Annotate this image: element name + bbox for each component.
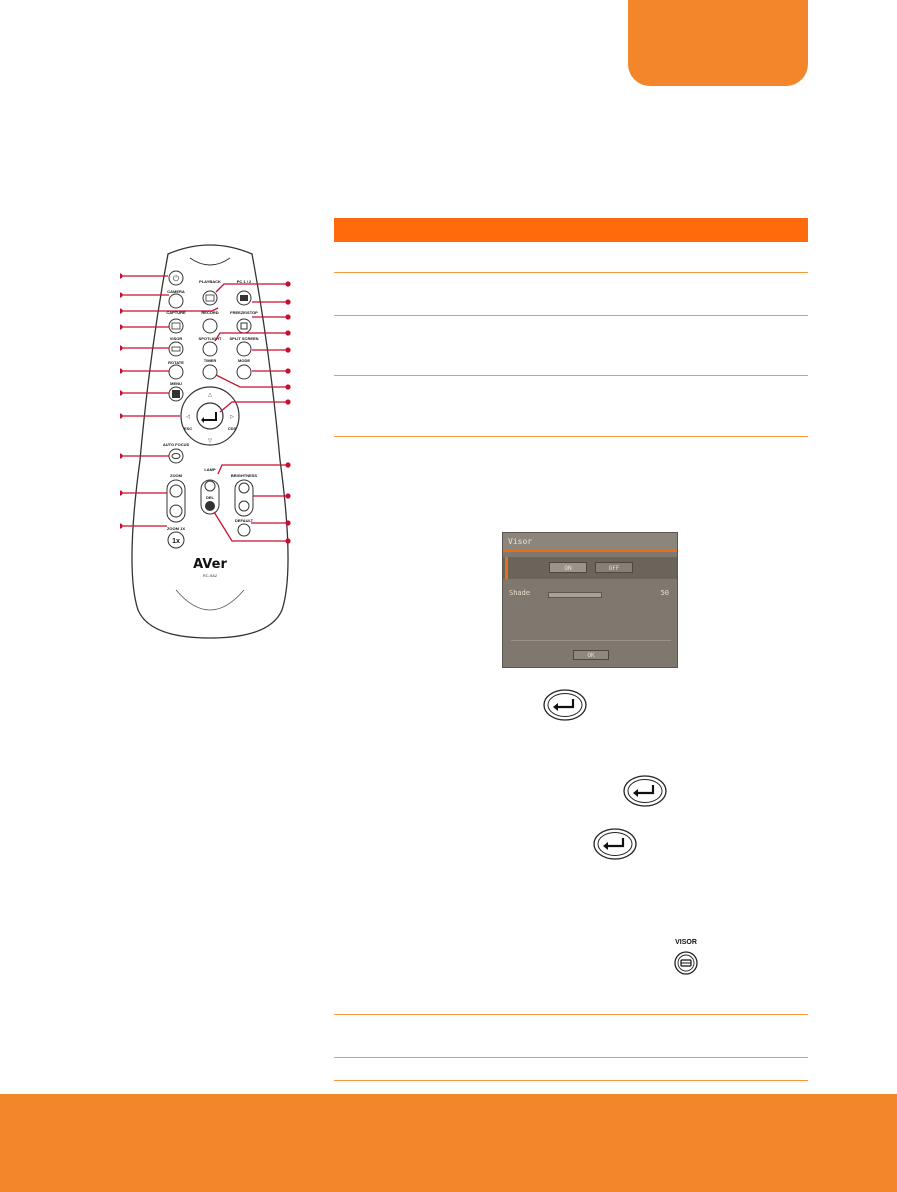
osd-shade-label: Shade [509, 589, 531, 597]
cds-label: CDS [227, 426, 237, 431]
del-label: DEL [206, 495, 214, 500]
visor-label: VISOR [169, 336, 183, 341]
chapter-tab [628, 0, 808, 86]
osd-ok-button[interactable]: OK [573, 650, 609, 660]
pc-label: PC 1 / 2 [236, 279, 252, 284]
osd-toggle-row [503, 557, 677, 579]
camera-label: CAMERA [167, 289, 185, 294]
table-rule [334, 315, 808, 316]
brightness-down-icon[interactable] [239, 501, 249, 511]
visor-key-icon [668, 936, 704, 976]
osd-on-button[interactable]: ON [549, 562, 587, 573]
osd-off-button[interactable]: OFF [595, 562, 633, 573]
default-icon[interactable] [238, 524, 250, 536]
svg-text:⏻: ⏻ [172, 274, 180, 283]
freeze-stop-label: FREEZE/STOP [230, 310, 258, 315]
table-rule [334, 1080, 808, 1081]
svg-text:△: △ [208, 392, 212, 398]
model-label: RC-9A2 [202, 573, 218, 578]
capture-label: CAPTURE [166, 310, 186, 315]
table-rule [334, 272, 808, 273]
zoom-out-icon[interactable] [170, 505, 182, 517]
zoom-1x-key: 1x [172, 538, 180, 545]
esc-label: ESC [183, 426, 193, 431]
aver-logo: AVer [193, 557, 227, 572]
visor-key-label: VISOR [675, 939, 697, 946]
delete-icon[interactable] [205, 501, 215, 511]
lamp-icon[interactable] [205, 481, 215, 491]
record-label: RECORD [201, 310, 219, 315]
brightness-label: BRIGHTNESS [230, 473, 258, 478]
default-label: DEFAULT [234, 518, 254, 523]
spotlight-icon[interactable] [203, 342, 217, 356]
svg-text:▷: ▷ [230, 414, 234, 420]
svg-text:▽: ▽ [208, 438, 212, 444]
visor-icon[interactable] [169, 342, 183, 356]
playback-icon[interactable] [203, 291, 217, 305]
enter-icon [542, 688, 588, 722]
enter-icon [622, 774, 668, 808]
osd-shade-value: 50 [660, 589, 669, 597]
rotate-icon[interactable] [169, 365, 183, 379]
table-rule [334, 375, 808, 376]
spotlight-label: SPOTLIGHT [198, 336, 222, 341]
footer-band [0, 1094, 897, 1192]
power-icon[interactable] [169, 271, 183, 285]
menu-icon[interactable] [169, 387, 183, 401]
timer-icon[interactable] [203, 365, 217, 379]
osd-divider [511, 640, 671, 641]
lamp-label: LAMP [204, 467, 216, 472]
capture-icon[interactable] [169, 319, 183, 333]
zoom-in-icon[interactable] [170, 485, 182, 497]
visor-osd-menu [502, 532, 678, 668]
enter-icon [592, 827, 638, 861]
table-rule [334, 1057, 808, 1058]
table-header-bar [334, 218, 808, 242]
auto-focus-label: AUTO FOCUS [162, 442, 190, 447]
mode-label: MODE [238, 358, 250, 363]
brightness-up-icon[interactable] [239, 483, 249, 493]
zoom-1x-label: ZOOM 1X [166, 526, 186, 531]
split-screen-label: SPLIT SCREEN [229, 336, 259, 341]
remote-control-illustration [120, 240, 300, 640]
split-screen-icon[interactable] [237, 342, 251, 356]
playback-label: PLAYBACK [199, 279, 221, 284]
auto-focus-icon[interactable] [169, 449, 183, 463]
svg-text:◁: ◁ [186, 414, 190, 420]
mode-icon[interactable] [237, 365, 251, 379]
osd-shade-slider[interactable] [548, 592, 602, 598]
table-rule [334, 436, 808, 437]
timer-label: TIMER [203, 358, 217, 363]
osd-title: Visor [503, 533, 677, 550]
menu-label: MENU [170, 381, 182, 386]
pc-icon[interactable] [237, 291, 251, 305]
navigation-ring[interactable] [181, 387, 239, 445]
table-rule [334, 1014, 808, 1015]
osd-selection-marker [505, 557, 508, 579]
record-icon[interactable] [203, 319, 217, 333]
rotate-label: ROTATE [168, 360, 184, 365]
stop-icon[interactable] [237, 319, 251, 333]
camera-icon[interactable] [169, 294, 183, 308]
zoom-label: ZOOM [170, 473, 182, 478]
osd-title-underline [503, 550, 677, 552]
